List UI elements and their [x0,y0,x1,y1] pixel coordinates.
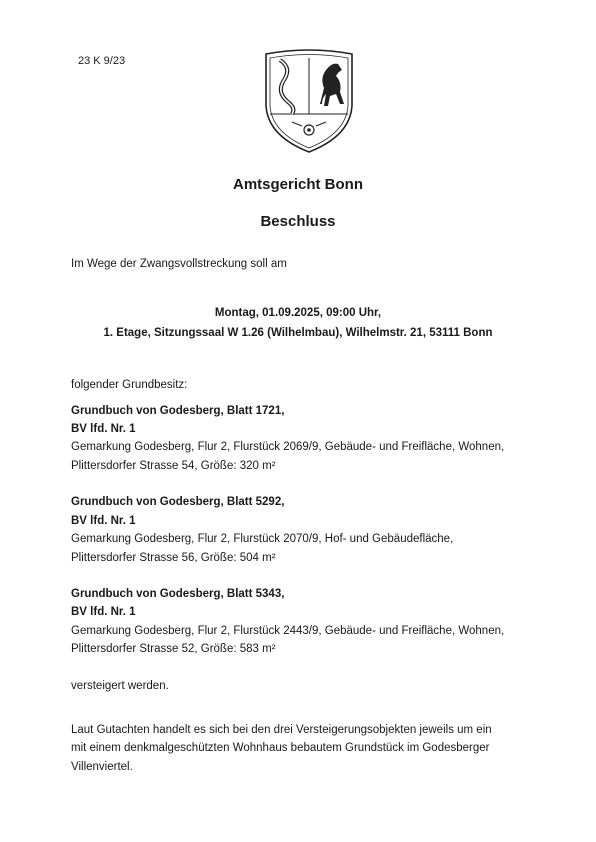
property-heading: Grundbuch von Godesberg, Blatt 1721, [71,405,285,417]
property-heading: Grundbuch von Godesberg, Blatt 5292, [71,496,285,508]
property-intro: folgender Grundbesitz: [71,379,188,391]
property-description: Gemarkung Godesberg, Flur 2, Flurstück 2443/9, Gebäude- und Freifläche, Wohnen, [71,625,505,637]
intro-text: Im Wege der Zwangsvollstreckung soll am [71,258,287,270]
property-bv: BV lfd. Nr. 1 [71,606,136,618]
property-description: Gemarkung Godesberg, Flur 2, Flurstück 2070/9, Hof- und Gebäudefläche, [71,533,454,545]
court-name: Amtsgericht Bonn [232,176,363,193]
property-address: Plittersdorfer Strasse 52, Größe: 583 m² [71,643,276,655]
auction-date: Montag, 01.09.2025, 09:00 Uhr, [214,307,382,319]
case-number: 23 K 9/23 [78,55,126,67]
property-description: Gemarkung Godesberg, Flur 2, Flurstück 2069/9, Gebäude- und Freifläche, Wohnen, [71,441,505,453]
property-bv: BV lfd. Nr. 1 [71,515,136,527]
note-line: mit einem denkmalgeschützten Wohnhaus bebautem Grundstück im Godesberger [71,742,490,754]
nrw-coat-of-arms-icon [262,48,356,154]
note-line: Villenviertel. [71,761,133,773]
auction-location: 1. Etage, Sitzungssaal W 1.26 (Wilhelmbau), Wilhelmstr. 21, 53111 Bonn [103,327,493,339]
property-heading: Grundbuch von Godesberg, Blatt 5343, [71,588,285,600]
closing-text: versteigert werden. [71,680,169,692]
property-address: Plittersdorfer Strasse 56, Größe: 504 m² [71,552,276,564]
document-title: Beschluss [260,213,336,230]
note-line: Laut Gutachten handelt es sich bei den drei Versteigerungsobjekten jeweils um ein [71,724,492,736]
property-address: Plittersdorfer Strasse 54, Größe: 320 m² [71,460,276,472]
property-bv: BV lfd. Nr. 1 [71,423,136,435]
